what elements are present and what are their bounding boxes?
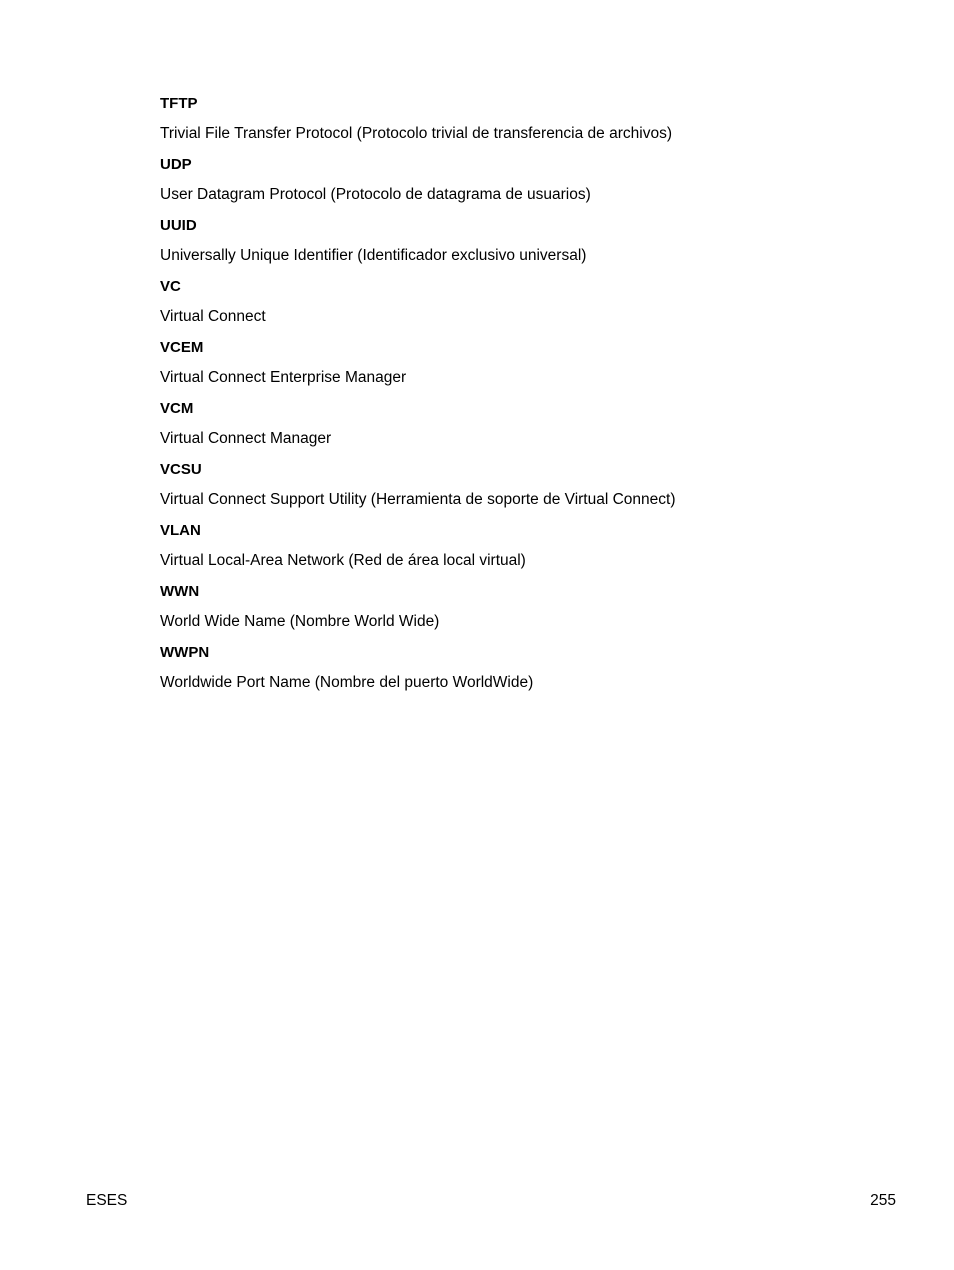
glossary-entry-vcm bbox=[160, 400, 860, 448]
footer-page-number: 255 bbox=[870, 1192, 896, 1209]
glossary-term: WWN bbox=[160, 583, 200, 600]
glossary-list bbox=[160, 95, 860, 692]
glossary-definition: Virtual Local-Area Network (Red de área local virtual) bbox=[160, 552, 526, 569]
glossary-definition: Virtual Connect Enterprise Manager bbox=[160, 369, 407, 386]
glossary-entry-tftp bbox=[160, 95, 860, 143]
glossary-term: WWPN bbox=[160, 644, 210, 661]
glossary-definition: User Datagram Protocol (Protocolo de datagrama de usuarios) bbox=[160, 186, 591, 203]
glossary-term: VCSU bbox=[160, 461, 202, 478]
glossary-term: VCEM bbox=[160, 339, 204, 356]
glossary-entry-vcsu bbox=[160, 461, 860, 509]
glossary-term: TFTP bbox=[160, 95, 198, 112]
glossary-entry-uuid bbox=[160, 217, 860, 265]
footer-language-code: ESES bbox=[86, 1192, 128, 1209]
glossary-definition: Virtual Connect Support Utility (Herramienta de soporte de Virtual Connect) bbox=[160, 491, 676, 508]
glossary-definition: Virtual Connect bbox=[160, 308, 266, 325]
glossary-entry-vcem bbox=[160, 339, 860, 387]
glossary-entry-wwn bbox=[160, 583, 860, 631]
glossary-definition: Universally Unique Identifier (Identificador exclusivo universal) bbox=[160, 247, 587, 264]
glossary-term: UUID bbox=[160, 217, 197, 234]
glossary-term: UDP bbox=[160, 156, 192, 173]
glossary-definition: Worldwide Port Name (Nombre del puerto WorldWide) bbox=[160, 674, 534, 691]
glossary-entry-vlan bbox=[160, 522, 860, 570]
glossary-entry-wwpn bbox=[160, 644, 860, 692]
glossary-definition: Trivial File Transfer Protocol (Protocolo trivial de transferencia de archivos) bbox=[160, 125, 672, 142]
glossary-definition: Virtual Connect Manager bbox=[160, 430, 332, 447]
glossary-term: VCM bbox=[160, 400, 194, 417]
glossary-term: VLAN bbox=[160, 522, 201, 539]
glossary-entry-udp bbox=[160, 156, 860, 204]
glossary-term: VC bbox=[160, 278, 181, 295]
glossary-entry-vc bbox=[160, 278, 860, 326]
glossary-definition: World Wide Name (Nombre World Wide) bbox=[160, 613, 440, 630]
